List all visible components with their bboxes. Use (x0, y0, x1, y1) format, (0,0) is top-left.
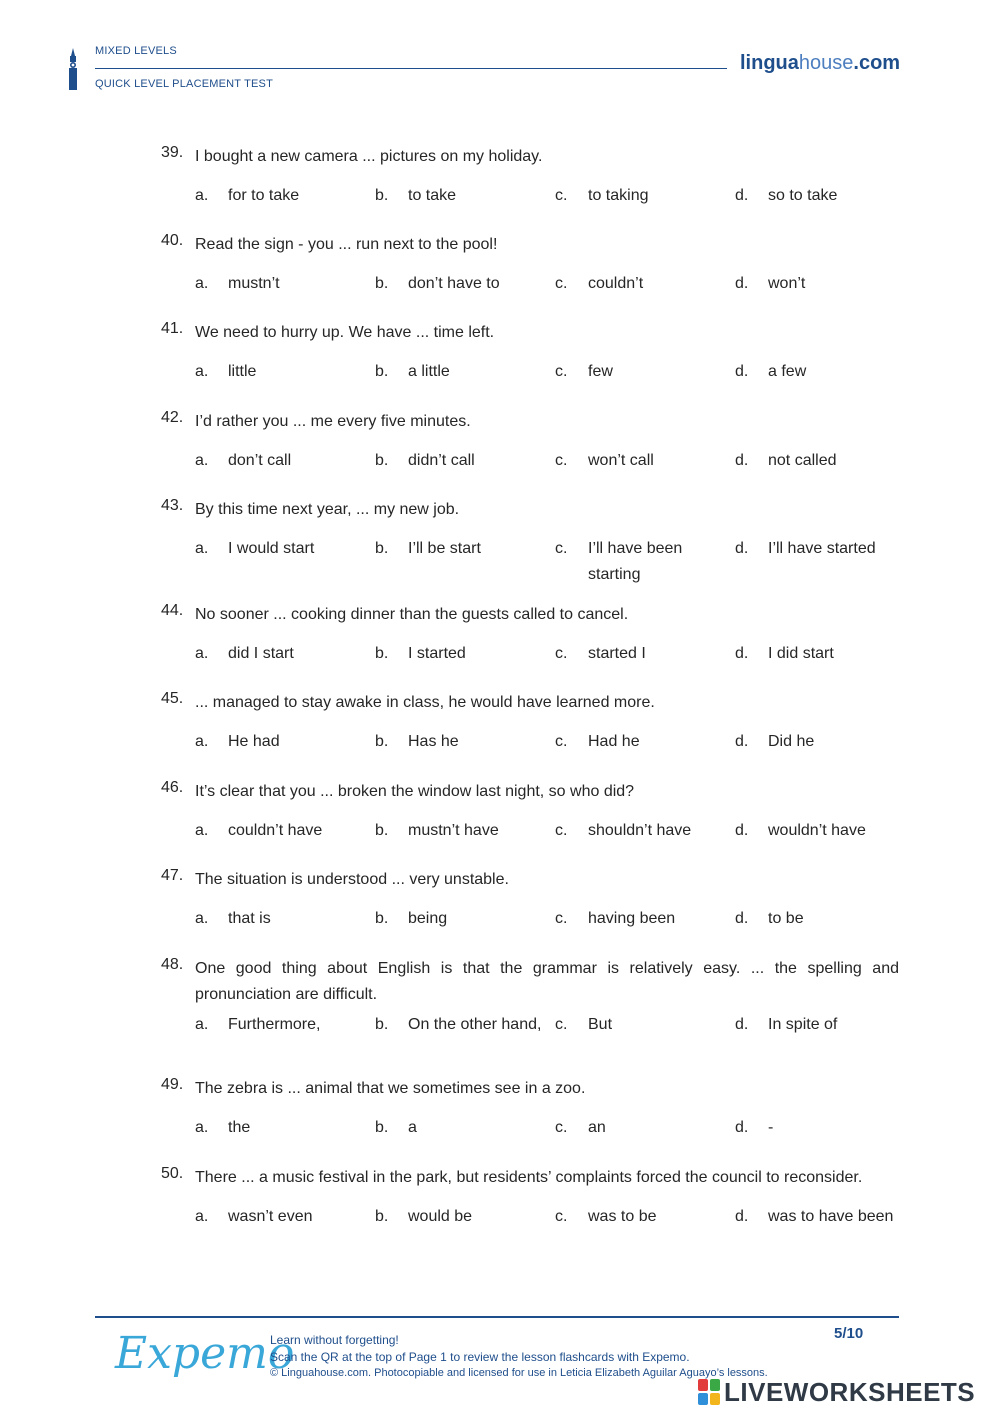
header-divider (95, 68, 727, 69)
liveworksheets-logo-icon (698, 1379, 720, 1405)
option-text: little (228, 363, 257, 380)
option-text: couldn’t (588, 275, 644, 292)
option-text: having been (588, 910, 676, 927)
option-text: wasn’t even (228, 1208, 313, 1225)
option-letter: c. (555, 275, 568, 292)
option-text: I would start (228, 540, 315, 557)
question-text: By this time next year, ... my new job. (195, 501, 460, 518)
option-letter: b. (375, 275, 389, 292)
option-text: a few (768, 363, 807, 380)
option-text: to taking (588, 187, 649, 204)
question-text: I’d rather you ... me every five minutes. (195, 413, 471, 430)
question-number: 46. (161, 779, 184, 796)
option-text: Did he (768, 733, 815, 750)
option-text: mustn’t (228, 275, 280, 292)
option-text: few (588, 363, 613, 380)
option-letter: a. (195, 910, 209, 927)
option-text: didn’t call (408, 452, 475, 469)
option-letter: a. (195, 733, 209, 750)
option-letter: c. (555, 1016, 568, 1033)
option-letter: b. (375, 822, 389, 839)
question-number: 47. (161, 867, 184, 884)
option-letter: d. (735, 1119, 749, 1136)
option-text: On the other hand, (408, 1016, 542, 1033)
option-text: couldn’t have (228, 822, 323, 839)
question-number: 41. (161, 320, 184, 337)
question-number: 44. (161, 602, 184, 619)
option-letter: a. (195, 1119, 209, 1136)
option-text: don’t have to (408, 275, 500, 292)
footer-divider (95, 1316, 899, 1318)
option-text: In spite of (768, 1016, 838, 1033)
option-text: an (588, 1119, 606, 1136)
option-letter: a. (195, 275, 209, 292)
option-text: a (408, 1119, 417, 1136)
question-number: 48. (161, 956, 184, 973)
option-letter: a. (195, 363, 209, 380)
option-letter: d. (735, 452, 749, 469)
question-text: I bought a new camera ... pictures on my holiday. (195, 148, 543, 165)
question-text: It’s clear that you ... broken the window last night, so who did? (195, 783, 635, 800)
option-text: started I (588, 645, 646, 662)
option-text: being (408, 910, 448, 927)
option-text: a little (408, 363, 450, 380)
option-text: shouldn’t have (588, 822, 692, 839)
option-text: I’ll have started (768, 540, 876, 557)
question-text: Read the sign - you ... run next to the pool! (195, 236, 498, 253)
liveworksheets-wordmark: LIVEWORKSHEETS (724, 1377, 976, 1407)
option-letter: d. (735, 540, 749, 557)
question-text: One good thing about English is that the grammar is relatively easy. ... the spelling and pronunciation are difficult. (195, 960, 899, 1003)
option-text: won’t (768, 275, 806, 292)
question-number: 45. (161, 690, 184, 707)
option-text: did I start (228, 645, 294, 662)
option-letter: b. (375, 733, 389, 750)
option-letter: a. (195, 187, 209, 204)
option-letter: b. (375, 910, 389, 927)
option-letter: a. (195, 645, 209, 662)
option-letter: d. (735, 910, 749, 927)
option-letter: d. (735, 1208, 749, 1225)
option-text: to be (768, 910, 804, 927)
brand-mid: house (798, 52, 854, 74)
option-letter: d. (735, 187, 749, 204)
question-text: We need to hurry up. We have ... time left. (195, 324, 495, 341)
option-text: don’t call (228, 452, 292, 469)
page-header (0, 0, 1000, 110)
question-number: 50. (161, 1165, 184, 1182)
question-text: No sooner ... cooking dinner than the guests called to cancel. (195, 606, 629, 623)
option-letter: d. (735, 363, 749, 380)
option-letter: b. (375, 452, 389, 469)
option-text: I’ll be start (408, 540, 481, 557)
option-letter: a. (195, 822, 209, 839)
question-text: There ... a music festival in the park, but residents’ complaints forced the council to reconsider. (195, 1169, 863, 1186)
option-text: for to take (228, 187, 300, 204)
option-letter: b. (375, 540, 389, 557)
option-text: He had (228, 733, 280, 750)
option-letter: c. (555, 540, 568, 557)
option-letter: c. (555, 1208, 568, 1225)
option-text: to take (408, 187, 457, 204)
option-letter: a. (195, 1208, 209, 1225)
option-text: was to have been (768, 1208, 894, 1225)
option-letter: b. (375, 187, 389, 204)
question-number: 49. (161, 1076, 184, 1093)
question-number: 40. (161, 232, 184, 249)
option-text: won’t call (588, 452, 654, 469)
option-letter: b. (375, 363, 389, 380)
footer-copyright: © Linguahouse.com. Photocopiable and licensed for use in Leticia Elizabeth Aguilar Aguayo’s lessons. (270, 1367, 768, 1379)
option-letter: a. (195, 1016, 209, 1033)
brand-prefix: lingua (740, 52, 799, 74)
question-text: The situation is understood ... very unstable. (195, 871, 509, 888)
option-letter: d. (735, 822, 749, 839)
option-letter: c. (555, 733, 568, 750)
option-text: the (228, 1119, 251, 1136)
expemo-logo[interactable]: Expemo (115, 1328, 295, 1379)
option-letter: c. (555, 1119, 568, 1136)
option-text: so to take (768, 187, 838, 204)
test-title: QUICK LEVEL PLACEMENT TEST (95, 78, 273, 90)
option-letter: b. (375, 1016, 389, 1033)
option-letter: a. (195, 540, 209, 557)
option-text: that is (228, 910, 271, 927)
question-number: 43. (161, 497, 184, 514)
option-text: would be (408, 1208, 473, 1225)
option-text: Furthermore, (228, 1016, 321, 1033)
option-text: Has he (408, 733, 459, 750)
option-text: I’ll have been starting (588, 540, 683, 583)
option-text: Had he (588, 733, 640, 750)
option-text: I started (408, 645, 466, 662)
option-letter: c. (555, 363, 568, 380)
option-letter: c. (555, 645, 568, 662)
footer-tagline: Learn without forgetting! (270, 1333, 399, 1347)
option-text: was to be (588, 1208, 657, 1225)
option-text: - (768, 1119, 774, 1136)
brand-suffix: .com (853, 52, 901, 74)
linguahouse-logo[interactable] (740, 52, 900, 75)
option-letter: d. (735, 275, 749, 292)
option-letter: c. (555, 187, 568, 204)
level-label: MIXED LEVELS (95, 45, 177, 57)
footer-instructions: Scan the QR at the top of Page 1 to review the lesson flashcards with Expemo. (270, 1350, 690, 1364)
page-number: 5/10 (834, 1325, 864, 1342)
option-letter: d. (735, 1016, 749, 1033)
question-number: 39. (161, 144, 184, 161)
question-text: ... managed to stay awake in class, he would have learned more. (195, 694, 655, 711)
option-letter: c. (555, 910, 568, 927)
option-text: not called (768, 452, 837, 469)
question-number: 42. (161, 409, 184, 426)
question-text: The zebra is ... animal that we sometimes see in a zoo. (195, 1080, 586, 1097)
option-letter: b. (375, 645, 389, 662)
option-text: I did start (768, 645, 834, 662)
option-letter: c. (555, 822, 568, 839)
option-letter: d. (735, 733, 749, 750)
option-letter: c. (555, 452, 568, 469)
option-letter: d. (735, 645, 749, 662)
big-ben-icon (66, 48, 80, 90)
option-text: But (588, 1016, 613, 1033)
option-letter: b. (375, 1119, 389, 1136)
option-letter: b. (375, 1208, 389, 1225)
option-letter: a. (195, 452, 209, 469)
option-text: wouldn’t have (768, 822, 866, 839)
option-text: mustn’t have (408, 822, 499, 839)
